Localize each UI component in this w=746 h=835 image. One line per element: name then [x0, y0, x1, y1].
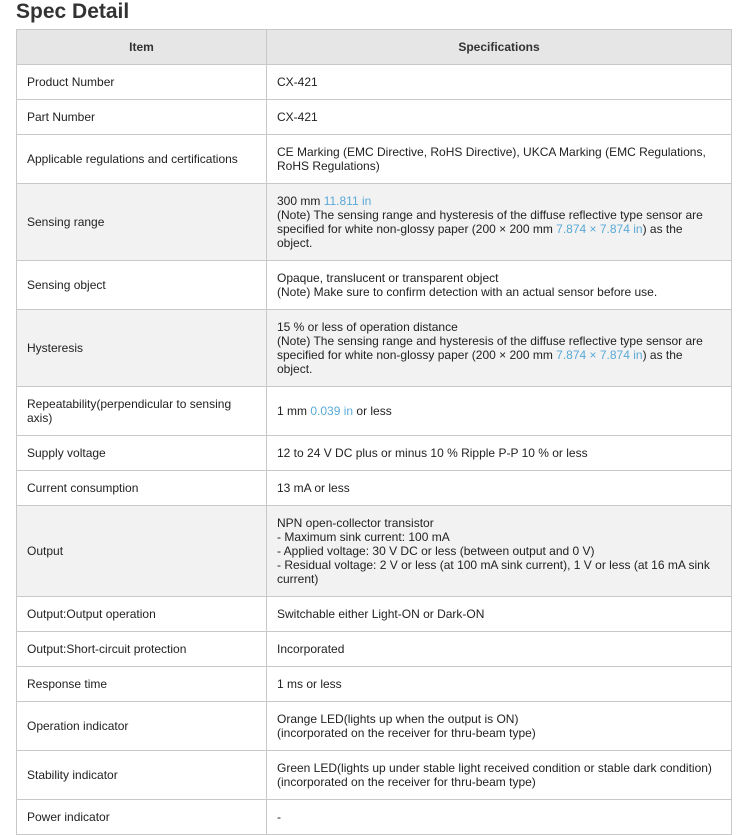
unit-conversion-link[interactable]: 0.039 in	[310, 404, 354, 418]
row-label: Output:Output operation	[17, 597, 267, 632]
unit-conversion-link[interactable]: 7.874 × 7.874 in	[556, 222, 643, 236]
row-label: Applicable regulations and certifications	[17, 135, 267, 184]
table-row	[17, 436, 732, 471]
spec-note	[277, 208, 721, 250]
header-specifications: Specifications	[267, 30, 732, 65]
spec-line: NPN open-collector transistor	[277, 516, 434, 530]
table-row	[17, 310, 732, 387]
table-row	[17, 261, 732, 310]
note-text: ) as the object.	[277, 348, 683, 376]
row-value	[267, 667, 732, 702]
row-label: Part Number	[17, 100, 267, 135]
row-value	[267, 135, 732, 184]
spec-line: Opaque, translucent or transparent object	[277, 271, 499, 285]
spec-line: - Residual voltage: 2 V or less (at 100 mA sink current), 1 V or less (at 16 mA sink current)	[277, 558, 710, 586]
row-value	[267, 261, 732, 310]
spec-line: CX-421	[277, 75, 318, 89]
table-row	[17, 800, 732, 835]
spec-note	[277, 334, 721, 376]
row-value	[267, 632, 732, 667]
table-row	[17, 387, 732, 436]
spec-line: 13 mA or less	[277, 481, 350, 495]
table-row	[17, 135, 732, 184]
spec-line	[277, 404, 721, 418]
row-label: Current consumption	[17, 471, 267, 506]
row-value	[267, 310, 732, 387]
note-text: ) as the object.	[277, 222, 683, 250]
spec-line: Switchable either Light-ON or Dark-ON	[277, 607, 485, 621]
row-value	[267, 702, 732, 751]
table-row	[17, 632, 732, 667]
table-header-row	[17, 30, 732, 65]
spec-suffix: or less	[356, 404, 392, 418]
spec-main: 1 mm	[277, 404, 307, 418]
table-row	[17, 100, 732, 135]
row-label: Sensing range	[17, 184, 267, 261]
row-label: Operation indicator	[17, 702, 267, 751]
row-label: Power indicator	[17, 800, 267, 835]
spec-line: -	[277, 810, 281, 824]
row-label: Repeatability(perpendicular to sensing axis)	[17, 387, 267, 436]
table-row	[17, 751, 732, 800]
table-row	[17, 184, 732, 261]
spec-line: 12 to 24 V DC plus or minus 10 % Ripple P-P 10 % or less	[277, 446, 588, 460]
row-label: Response time	[17, 667, 267, 702]
table-row	[17, 667, 732, 702]
spec-table	[16, 29, 732, 835]
row-label: Hysteresis	[17, 310, 267, 387]
row-label: Product Number	[17, 65, 267, 100]
table-row	[17, 506, 732, 597]
spec-line: - Maximum sink current: 100 mA	[277, 530, 450, 544]
spec-line: Orange LED(lights up when the output is ON)	[277, 712, 519, 726]
row-value	[267, 100, 732, 135]
row-value	[267, 471, 732, 506]
spec-line: Green LED(lights up under stable light received condition or stable dark condition)	[277, 761, 712, 775]
row-value	[267, 436, 732, 471]
unit-conversion-link[interactable]: 7.874 × 7.874 in	[556, 348, 643, 362]
row-value	[267, 506, 732, 597]
row-value	[267, 800, 732, 835]
row-value	[267, 387, 732, 436]
row-value	[267, 65, 732, 100]
spec-line: 1 ms or less	[277, 677, 342, 691]
row-label: Sensing object	[17, 261, 267, 310]
table-row	[17, 65, 732, 100]
spec-line: CE Marking (EMC Directive, RoHS Directive), UKCA Marking (EMC Regulations, RoHS Regulations)	[277, 145, 706, 173]
spec-line: (incorporated on the receiver for thru-beam type)	[277, 775, 536, 789]
spec-main: 300 mm	[277, 194, 321, 208]
unit-conversion-link[interactable]: 11.811 in	[323, 194, 372, 208]
table-row	[17, 471, 732, 506]
spec-line: CX-421	[277, 110, 318, 124]
table-row	[17, 702, 732, 751]
row-value	[267, 184, 732, 261]
spec-line: - Applied voltage: 30 V DC or less (between output and 0 V)	[277, 544, 595, 558]
table-row	[17, 597, 732, 632]
header-item: Item	[17, 30, 267, 65]
row-value	[267, 751, 732, 800]
spec-line	[277, 194, 721, 208]
spec-line: (incorporated on the receiver for thru-beam type)	[277, 726, 536, 740]
row-label: Output	[17, 506, 267, 597]
spec-line: Incorporated	[277, 642, 345, 656]
note-text: (Note) The sensing range and hysteresis of the diffuse reflective type sensor are specified for white non-glossy paper (200 × 200 mm	[277, 334, 703, 362]
row-value	[267, 597, 732, 632]
spec-line: 15 % or less of operation distance	[277, 320, 458, 334]
row-label: Output:Short-circuit protection	[17, 632, 267, 667]
row-label: Supply voltage	[17, 436, 267, 471]
row-label: Stability indicator	[17, 751, 267, 800]
note-text: (Note) The sensing range and hysteresis of the diffuse reflective type sensor are specified for white non-glossy paper (200 × 200 mm	[277, 208, 703, 236]
page-title: Spec Detail	[16, 0, 130, 23]
spec-line: (Note) Make sure to confirm detection with an actual sensor before use.	[277, 285, 658, 299]
